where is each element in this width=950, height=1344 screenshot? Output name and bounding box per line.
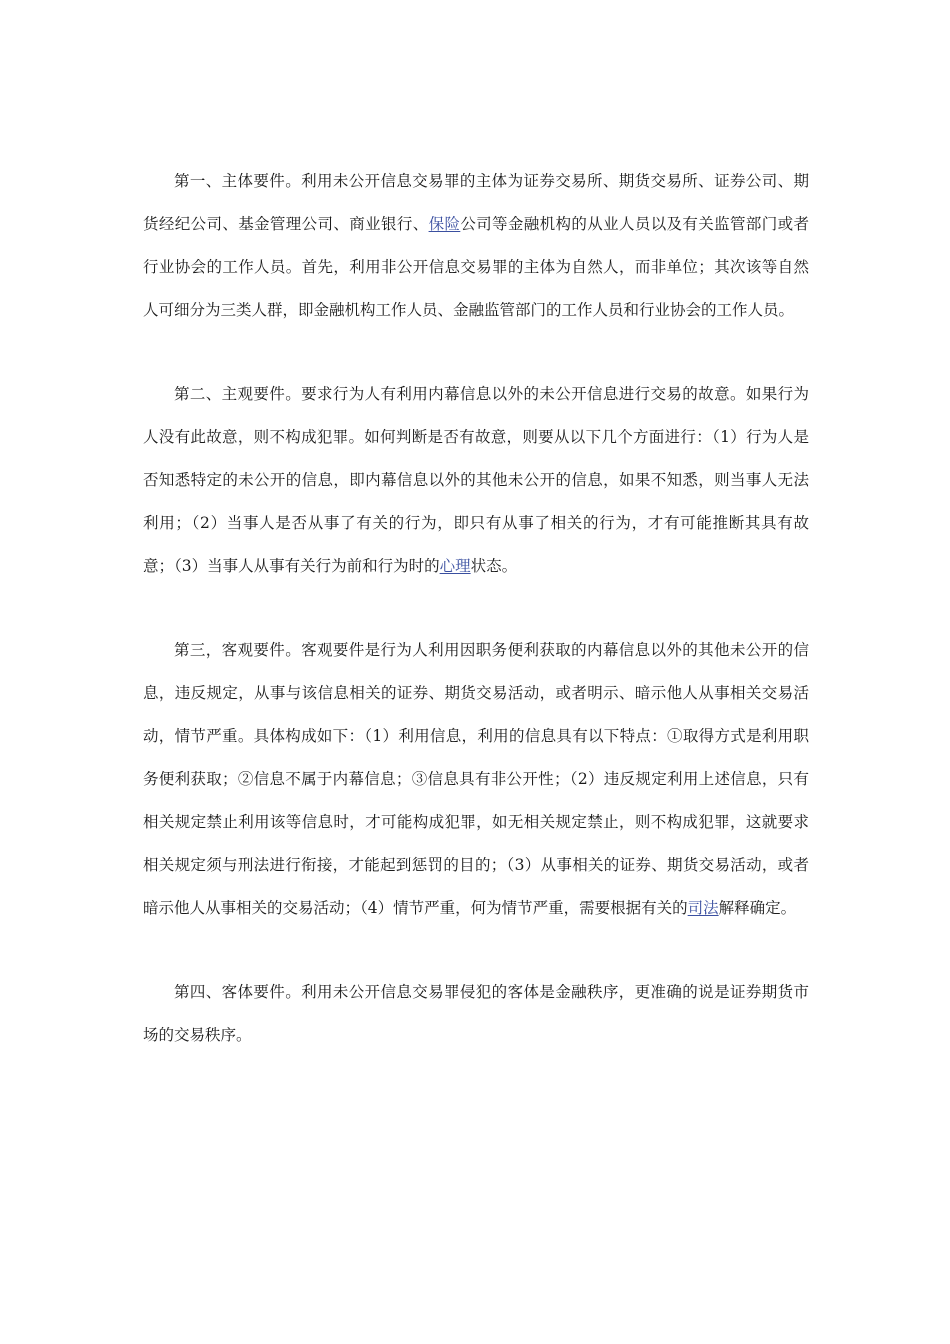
document-body	[143, 160, 809, 1057]
paragraph-text: 第三，客观要件。客观要件是行为人利用因职务便利获取的内幕信息以外的其他未公开的信息，违反规定，从事与该信息相关的证券、期货交易活动，或者明示、暗示他人从事相关交易活动，情节严重。具体构成如下：（1）利用信息，利用的信息具有以下特点：①取得方式是利用职务便利获取；②信息不属于内幕信息；③信息具有非公开性；（2）违反规定利用上述信息，只有相关规定禁止利用该等信息时，才可能构成犯罪，如无相关规定禁止，则不构成犯罪，这就要求相关规定须与刑法进行衔接，才能起到惩罚的目的；（3）从事相关的证券、期货交易活动，或者暗示他人从事相关的交易活动；（4）情节严重，何为情节严重，需要根据有关的	[143, 641, 809, 917]
paragraph-text: 状态。	[470, 557, 518, 575]
paragraph-text: 第二、主观要件。要求行为人有利用内幕信息以外的未公开信息进行交易的故意。如果行为人没有此故意，则不构成犯罪。如何判断是否有故意，则要从以下几个方面进行：（1）行为人是否知悉特定的未公开的信息，即内幕信息以外的其他未公开的信息，如果不知悉，则当事人无法利用；（2）当事人是否从事了有关的行为，即只有从事了相关的行为，才有可能推断其具有故意；（3）当事人从事有关行为前和行为时的	[143, 385, 809, 575]
paragraph-subject-element	[143, 160, 809, 332]
link-judicial[interactable]: 司法	[687, 899, 719, 917]
paragraph-subjective-element	[143, 373, 809, 588]
paragraph-text: 解释确定。	[718, 899, 797, 917]
paragraph-object-element	[143, 971, 809, 1057]
paragraph-objective-element	[143, 629, 809, 930]
paragraph-text: 第四、客体要件。利用未公开信息交易罪侵犯的客体是金融秩序，更准确的说是证券期货市场的交易秩序。	[143, 983, 809, 1044]
link-insurance[interactable]: 保险	[428, 215, 461, 233]
paragraph-text: 公司等金融机构的从业人员以及有关监管部门或者行业协会的工作人员。首先，利用非公开信息交易罪的主体为自然人，而非单位；其次该等自然人可细分为三类人群，即金融机构工作人员、金融监管部门的工作人员和行业协会的工作人员。	[143, 215, 809, 319]
link-psychology[interactable]: 心理	[439, 557, 471, 575]
paragraph-text: 第一、主体要件。利用未公开信息交易罪的主体为证券交易所、期货交易所、证券公司、期货经纪公司、基金管理公司、商业银行、	[143, 172, 809, 233]
